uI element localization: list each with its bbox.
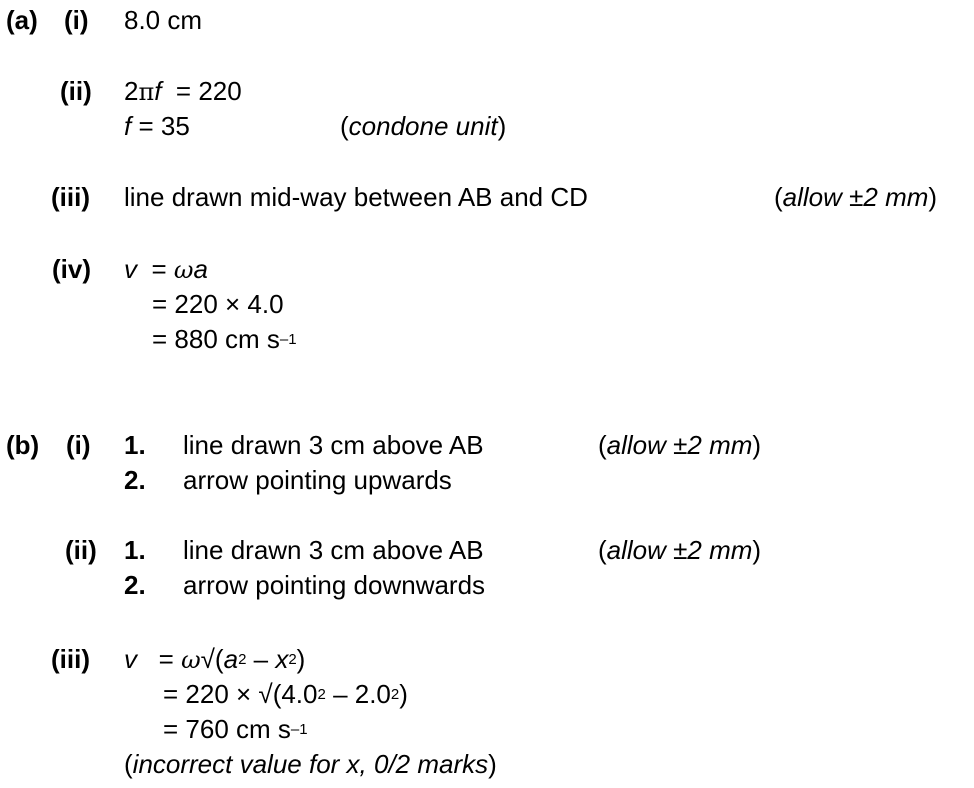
exponent-first: 2 <box>317 686 326 703</box>
part-a-iv-line3 <box>152 324 297 354</box>
substitution-middle: – 2.0 <box>325 679 391 709</box>
part-a-ii-label: (ii) <box>60 76 92 106</box>
omega-symbol: ω <box>173 256 194 284</box>
displacement-exponent: 2 <box>288 651 297 668</box>
note-open: ( <box>340 111 349 141</box>
part-a-ii-note <box>340 111 506 141</box>
part-b-ii-item2-number: 2. <box>124 570 146 600</box>
velocity-symbol: v <box>124 254 137 284</box>
note-close: ) <box>497 111 507 141</box>
frequency-symbol: f <box>124 111 132 141</box>
part-b-ii-item2-text: arrow pointing downwards <box>183 570 486 600</box>
root-close: ) <box>399 679 408 709</box>
velocity-symbol: v <box>124 644 137 674</box>
part-a-i-label: (i) <box>64 5 89 35</box>
equation-rest: = 220 <box>161 76 242 106</box>
result-text: = 760 cm s <box>163 714 291 744</box>
exponent-second: 2 <box>390 686 400 703</box>
equals-sign: = <box>137 644 182 674</box>
part-b-ii-item1-text: line drawn 3 cm above AB <box>183 535 484 565</box>
note-text: incorrect value for x, 0/2 marks <box>132 749 489 779</box>
omega-symbol: ω <box>181 646 201 674</box>
equals-sign: = <box>137 254 174 284</box>
result-text: = 880 cm s <box>152 324 280 354</box>
amplitude-symbol: a <box>223 644 239 674</box>
pi-symbol: π <box>138 78 155 106</box>
part-b-iii-line3 <box>163 714 308 744</box>
note-text: allow ±2 mm <box>782 182 929 212</box>
part-a-iii-note <box>774 182 937 212</box>
part-b-i-label: (i) <box>66 430 91 460</box>
amplitude-symbol: a <box>193 254 208 284</box>
part-b-iii-line2 <box>163 679 408 709</box>
frequency-symbol: f <box>154 76 162 106</box>
part-b-ii-note <box>598 535 761 565</box>
part-a-i-answer: 8.0 cm <box>124 5 203 35</box>
part-a-ii-line2 <box>124 111 190 141</box>
note-open: ( <box>774 182 783 212</box>
part-b-ii-label: (ii) <box>65 535 97 565</box>
note-open: ( <box>598 535 607 565</box>
part-b-iii-label: (iii) <box>51 644 90 674</box>
part-b-i-item2-number: 2. <box>124 465 146 495</box>
part-a-ii-line1 <box>124 76 242 107</box>
part-b-iii-note <box>124 749 497 779</box>
note-text: allow ±2 mm <box>606 430 753 460</box>
part-b-i-item1-number: 1. <box>124 430 146 460</box>
part-a-label: (a) <box>6 5 38 35</box>
root-open: √( <box>200 644 224 674</box>
note-close: ) <box>752 535 762 565</box>
part-a-iii-text: line drawn mid-way between AB and CD <box>124 182 588 212</box>
root-close: ) <box>296 644 306 674</box>
part-b-label: (b) <box>6 430 40 460</box>
part-b-ii-item1-number: 1. <box>124 535 146 565</box>
note-close: ) <box>928 182 938 212</box>
part-a-iv-line1 <box>124 254 208 285</box>
part-a-iii-label: (iii) <box>51 182 90 212</box>
note-text: allow ±2 mm <box>606 535 753 565</box>
part-b-i-item2-text: arrow pointing upwards <box>183 465 452 495</box>
unit-exponent: –1 <box>290 721 308 738</box>
equation-rest: = 35 <box>131 111 190 141</box>
substitution-text: = 220 × √(4.0 <box>163 679 318 709</box>
note-close: ) <box>488 749 497 779</box>
part-b-i-note <box>598 430 761 460</box>
part-a-iv-label: (iv) <box>52 254 91 284</box>
part-b-i-item1-text: line drawn 3 cm above AB <box>183 430 484 460</box>
note-text: condone unit <box>348 111 498 141</box>
part-b-iii-line1 <box>124 644 305 675</box>
note-open: ( <box>124 749 133 779</box>
note-close: ) <box>752 430 762 460</box>
displacement-symbol: x <box>275 644 289 674</box>
unit-exponent: –1 <box>279 331 297 348</box>
minus-sign: – <box>246 644 276 674</box>
coefficient: 2 <box>124 76 139 106</box>
amplitude-exponent: 2 <box>238 651 247 668</box>
note-open: ( <box>598 430 607 460</box>
part-a-iv-line2: = 220 × 4.0 <box>152 289 284 319</box>
